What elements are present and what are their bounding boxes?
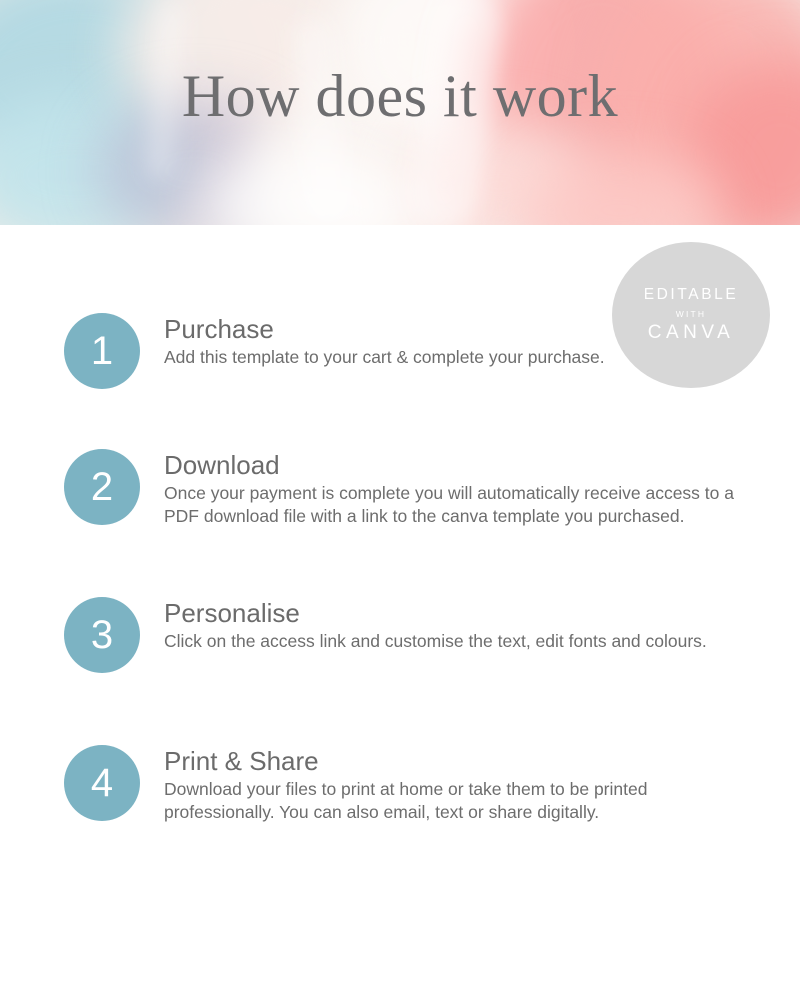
list-item [64, 449, 754, 527]
step-title: Personalise [164, 598, 300, 628]
step-number-badge: 3 [64, 597, 140, 673]
badge-canva-label: CANVA [647, 322, 735, 343]
header-banner [0, 0, 800, 225]
badge-editable-label: EDITABLE [643, 286, 739, 303]
page-title: How does it work [181, 63, 619, 129]
step-number-badge: 4 [64, 745, 140, 821]
step-title: Print & Share [164, 746, 319, 776]
step-content [164, 597, 707, 653]
step-title: Purchase [164, 314, 274, 344]
step-content [164, 745, 734, 823]
step-description: Click on the access link and customise the text, edit fonts and colours. [164, 631, 707, 652]
badge-with-label: WITH [675, 309, 707, 319]
list-item [64, 597, 754, 673]
step-description: Download your files to print at home or take them to be printed professionally. You can also email, text or share digitally. [164, 779, 648, 822]
step-title: Download [164, 450, 280, 480]
step-number-badge: 1 [64, 313, 140, 389]
list-item [64, 313, 754, 389]
step-content [164, 449, 734, 527]
step-content [164, 313, 605, 369]
step-description: Once your payment is complete you will automatically receive access to a PDF download file with a link to the canva template you purchased. [164, 483, 734, 526]
step-description: Add this template to your cart & complete your purchase. [164, 347, 605, 368]
step-number-badge: 2 [64, 449, 140, 525]
list-item [64, 745, 754, 823]
